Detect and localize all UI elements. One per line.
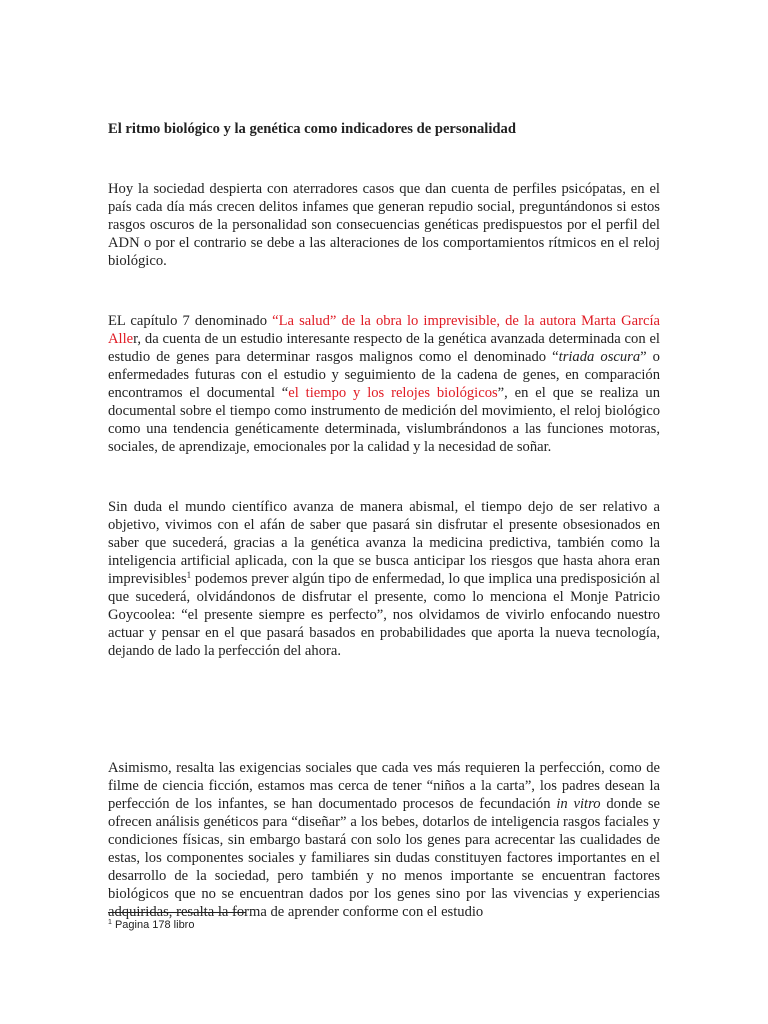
paragraph-4: [108, 759, 660, 921]
paragraph-4-text-2: donde se ofrecen análisis genéticos para “diseñar” a los bebes, dotarlos de inteligencia rasgos faciales y condiciones físicas, sin embargo bastará con solo los genes para acrecentar las cualidades de estas, los componentes sociales y familiares sin dudas constituyen factores importantes en el desarrollo de la sociedad, pero también y no menos importante se encuentran factores biológicos que no se encuentran dados por los genes sino por las vivencias y experiencias adquiridas, resalta la forma de aprender conforme con el estudio: [108, 796, 660, 920]
italic-term-in-vitro: in vitro: [556, 796, 601, 812]
paragraph-3-text: Sin duda el mundo científico avanza de manera abismal, el tiempo dejo de ser relativo a objetivo, vivimos con el afán de saber que pasará sin disfrutar el presente obsesionados en saber que sucederá, gracias a la genética avanza la medicina predictiva, también como la inteligencia artificial aplicada, con la que se busca anticipar los riesgos que hasta ahora eran imprevisibles: [108, 499, 660, 587]
footnote-marker: 1: [108, 919, 112, 926]
highlighted-documentary-title: el tiempo y los relojes biológicos: [288, 385, 498, 401]
paragraph-2-ending: ”, en el que se realiza un documental sobre el tiempo como instrumento de medición del movimiento, el reloj biológico como una tendencia genéticamente determinada, vislumbrándonos a las funciones motoras, sociales, de aprendizaje, emocionales por la calidad y la necesidad de soñar.: [108, 385, 660, 455]
paragraph-2-text: r, da cuenta de un estudio interesante respecto de la genética avanzada determinada con el estudio de genes para determinar rasgos malignos como el denominado “: [108, 331, 660, 365]
footnote: [108, 918, 194, 932]
paragraph-2-text-2: ” o enfermedades futuras con el estudio y seguimiento de la cadena de genes, en comparación encontramos el documental “: [108, 349, 660, 401]
paragraph-3: [108, 498, 660, 660]
italic-term-triada: triada oscura: [558, 349, 641, 365]
paragraph-4-text: Asimismo, resalta las exigencias sociales que cada ves más requieren la perfección, como de filme de ciencia ficción, estamos mas cerca de tener “niños a la carta”, los padres desean la perfección de los infantes, se han documentado procesos de fecundación: [108, 760, 660, 812]
footnote-reference[interactable]: 1: [186, 570, 192, 580]
footnote-text: Pagina 178 libro: [111, 919, 195, 931]
paragraph-3-text-2: podemos prever algún tipo de enfermedad, lo que implica una predisposición al que sucederá, olvidándonos de disfrutar el presente, como lo menciona el Monje Patricio Goycoolea: “el presente siempre es perfecto”, nos olvidamos de vivirlo enfocando nuestro actuar y pensar en el que pasará basados en probabilidades que aporta la nueva tecnología, dejando de lado la perfección del ahora.: [108, 571, 660, 659]
paragraph-2-lead: EL capítulo 7 denominado: [108, 313, 273, 329]
document-body: [108, 120, 660, 921]
footnote-separator: [108, 912, 246, 913]
paragraph-1: Hoy la sociedad despierta con aterradores casos que dan cuenta de perfiles psicópatas, en el país cada día más crecen delitos infames que generan repudio social, preguntándonos si estos rasgos oscuros de la personalidad son consecuencias genéticas predispuestos por el perfil del ADN o por el contrario se debe a las alteraciones de los comportamientos rítmicos en el reloj biológico.: [108, 181, 660, 269]
document-title: El ritmo biológico y la genética como indicadores de personalidad: [108, 121, 516, 137]
highlighted-work-title: “La salud” de la obra lo imprevisible, de la autora Marta García Alle: [108, 313, 660, 347]
paragraph-2: [108, 312, 660, 456]
